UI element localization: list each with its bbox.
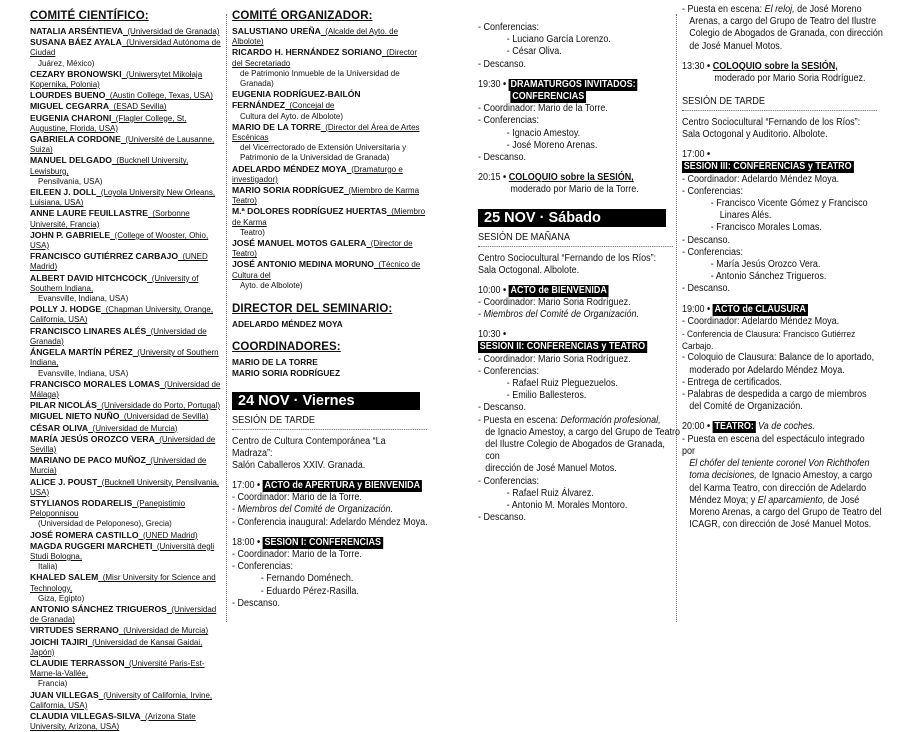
member-affiliation-cont: Juárez, México) — [38, 58, 95, 68]
event-title: CONFERENCIAS — [512, 91, 585, 103]
member-affiliation: _(University of Southern Indiana, — [30, 348, 219, 368]
committee-member — [30, 711, 222, 732]
member-affiliation: _(University of California, Irvine, California, USA) — [30, 690, 213, 710]
program-text: - Puesta en escena: — [682, 4, 765, 15]
member-name: CLAUDIA VILLEGAS-SILVA — [30, 711, 141, 721]
member-affiliation: _(Misr University for Science and Technology, — [30, 573, 216, 593]
speaker-line: - Luciano García Lorenzo. — [506, 34, 611, 46]
member-affiliation: _(Austin College, Texas, USA) — [105, 91, 213, 101]
committee-member — [30, 273, 222, 305]
committee-member — [232, 238, 428, 259]
member-affiliation: _(Director del Área de Artes Escénicas — [232, 122, 420, 143]
member-name: JOHN P. GABRIELE — [30, 229, 111, 240]
member-name: VIRTUDES SERRANO — [30, 625, 119, 636]
program-line: - Descanso. — [478, 152, 527, 164]
play-title: El reloj, — [764, 4, 795, 15]
member-name: RICARDO H. HERNÁNDEZ SORIANO — [232, 47, 382, 58]
member-affiliation-cont: Evansville, Indiana, USA) — [38, 294, 129, 304]
member-name: JOSÉ ANTONIO MEDINA MORUNO — [232, 259, 374, 270]
venue-line: Sala Octogonal. Albolote. — [478, 264, 580, 276]
comite-organizador-list — [232, 26, 428, 291]
venue — [682, 117, 878, 141]
member-affiliation: _(Dramaturgo e investigador) — [232, 164, 403, 184]
member-name: KHALED SALEM — [30, 572, 99, 583]
member-affiliation: _(Universidad de Murcia) — [118, 626, 209, 636]
speaker-line: - Francisco Morales Lomas. — [710, 222, 822, 234]
member-name: ALBERT DAVID HITCHCOCK — [30, 272, 148, 283]
committee-member — [232, 185, 428, 206]
column-divider-left — [226, 14, 227, 622]
column-divider-right — [676, 14, 677, 622]
event-time: 17:00 — [682, 149, 705, 161]
program-line: moderado por Mario de la Torre. — [510, 184, 639, 196]
speaker-line: - Antonio Sánchez Trigueros. — [710, 271, 827, 283]
committee-member — [30, 400, 222, 411]
event-title: TEATRO: — [714, 421, 754, 433]
committee-member — [30, 604, 222, 625]
day-banner-24nov: 24 NOV · Viernes — [232, 392, 420, 410]
program-line: - Descanso. — [478, 58, 527, 70]
event-header: 20:15 • COLOQUIO sobre la SESIÓN, — [478, 172, 634, 184]
member-name: M.ª DOLORES RODRÍGUEZ HUERTAS — [232, 206, 387, 217]
session-title: SESIÓN DE TARDE — [682, 93, 877, 111]
member-affiliation: _(Concejal de — [285, 101, 335, 111]
committee-member — [30, 379, 222, 400]
program-line: - Coordinador: Mario Soria Rodríguez. — [478, 353, 631, 365]
member-affiliation: _(Universidad de Sevilla) — [119, 412, 209, 422]
program-line: - Coordinador: Adelardo Méndez Moya. — [682, 315, 840, 327]
speaker-line: - Emilio Ballesteros. — [506, 390, 587, 402]
committee-member — [30, 658, 222, 690]
member-affiliation: _(Universidad de Sevilla) — [30, 434, 216, 454]
program-line: - Coloquio de Clausura: Balance de lo aportado, — [682, 352, 875, 364]
member-affiliation: _(University of Southern Indiana, — [30, 273, 199, 293]
event-time: 13:30 — [682, 60, 705, 72]
member-affiliation: _(Bucknell University, Pensilvania, USA) — [30, 477, 220, 497]
member-affiliation: _(Chapman University, Orange, California, USA) — [30, 305, 214, 325]
event-time: 19:30 — [478, 78, 501, 90]
play-title: toma decisiones, — [689, 470, 757, 482]
committee-member — [30, 304, 222, 325]
member-affiliation-cont: Francia) — [38, 679, 68, 689]
event-header: 17:00 • SESIÓN III: CONFERENCIAS y TEATRO — [682, 149, 852, 173]
member-affiliation: _(Universidad de Murcia) — [30, 456, 207, 476]
play-title: Deformación profesional, — [560, 414, 661, 426]
member-name: ALICE J. POUST — [30, 476, 98, 487]
member-name: ANNE LAURE FEUILLASTRE — [30, 208, 148, 219]
venue-line: Centro de Cultura Contemporánea “La Madraza”: — [232, 435, 386, 459]
program-line: Arenas, a cargo del Grupo de Teatro del Ilustre — [689, 16, 877, 28]
committee-member — [30, 690, 222, 711]
speaker-line: Linares Alés. — [719, 210, 772, 222]
event-header: 13:30 • COLOQUIO sobre la SESIÓN, — [682, 60, 838, 72]
program-line: moderado por Mario Soria Rodríguez. — [714, 73, 866, 85]
member-name: ANTONIO SÁNCHEZ TRIGUEROS — [30, 603, 167, 614]
program-line: del Comité de Organización. — [689, 401, 803, 413]
member-name: STYLIANOS RODARELIS — [30, 497, 133, 508]
member-affiliation-cont: Pensilvania, USA) — [38, 176, 103, 186]
committee-member — [30, 637, 222, 658]
event-title: SESIÓN II: CONFERENCIAS y TEATRO — [479, 341, 646, 353]
program-text: Méndez Moya; y — [689, 494, 758, 506]
member-name: EUGENIA CHARONI — [30, 112, 112, 123]
speaker-line: - César Oliva. — [506, 46, 562, 58]
member-name: ÁNGELA MARTÍN PÉREZ — [30, 347, 133, 358]
member-affiliation: _(Universidad de Málaga) — [30, 379, 221, 399]
event-header: 10:30 • SESIÓN II: CONFERENCIAS y TEATRO — [478, 329, 646, 353]
member-affiliation: _(College of Wooster, Ohio, USA) — [30, 230, 209, 251]
committee-member — [30, 477, 222, 498]
committee-member — [232, 122, 428, 164]
member-affiliation: _(Sorbonne Université, Francia) — [30, 209, 190, 229]
program-line: - Conferencias: — [682, 185, 744, 197]
speaker-line: - Fernando Doménech. — [260, 573, 354, 585]
event-time: 17:00 — [232, 479, 255, 491]
event-time: 10:30 — [478, 329, 501, 341]
committee-member — [232, 89, 428, 122]
member-name: GABRIELA CORDONE — [30, 134, 121, 145]
member-name: JOICHI TAJIRI — [30, 636, 88, 647]
director-name: ADELARDO MÉNDEZ MOYA — [232, 319, 343, 330]
committee-member — [30, 625, 222, 636]
program-line: - Descanso. — [682, 283, 731, 295]
event-title: ACTO de CLAUSURA — [714, 303, 806, 315]
member-affiliation: _(Miembro de Karma Teatro) — [232, 186, 420, 206]
venue-line: Sala Octogonal y Auditorio. Albolote. — [682, 129, 828, 141]
member-affiliation-cont: Ayto. de Albolote) — [240, 280, 303, 290]
program-line: - Puesta en escena del espectáculo integrado por — [682, 433, 865, 457]
committee-member — [30, 347, 222, 379]
member-affiliation: _(Panepistimio Peloponnisou — [30, 498, 186, 519]
program-line: de José Manuel Motos. — [689, 40, 783, 52]
coordinator-name: MARIO DE LA TORRE — [232, 357, 318, 368]
member-name: CLAUDIE TERRASSON — [30, 657, 125, 668]
play-title: El aparcamiento, — [757, 494, 826, 506]
event-header: 20:00 • TEATRO: Va de coches. — [682, 421, 815, 433]
committee-member — [30, 498, 222, 530]
program-line: - Conferencias: — [478, 475, 540, 487]
member-name: CÉSAR OLIVA — [30, 422, 89, 433]
member-affiliation: _(Universidad Autónoma de Ciudad — [30, 38, 221, 58]
program-text: de Ignacio Amestoy, a cargo — [756, 470, 873, 482]
member-name: EILEEN J. DOLL — [30, 187, 97, 198]
committee-member — [30, 251, 222, 272]
committee-member — [30, 434, 222, 455]
committee-member — [30, 230, 222, 251]
program-line — [682, 495, 885, 507]
program-line: - Descanso. — [478, 512, 527, 524]
session-title: SESIÓN DE TARDE — [232, 412, 427, 430]
committee-member — [232, 26, 428, 47]
event-header: 19:30 • DRAMATURGOS INVITADOS: — [478, 78, 636, 90]
member-affiliation-cont: Italia) — [38, 562, 58, 572]
member-name: MIGUEL CEGARRA — [30, 101, 110, 112]
event-title: SESIÓN I: CONFERENCIAS — [264, 536, 382, 548]
committee-member — [30, 208, 222, 229]
committee-member — [30, 134, 222, 155]
play-title: Va de coches. — [758, 421, 815, 433]
member-name: FRANCISCO GUTIÉRREZ CARBAJO — [30, 251, 179, 262]
committee-member — [30, 155, 222, 187]
program-line: ICAGR, con dirección de José Manuel Motos. — [689, 519, 872, 531]
program-line: - Conferencia inaugural: Adelardo Méndez Moya. — [232, 516, 428, 528]
member-name: FRANCISCO MORALES LOMAS — [30, 378, 160, 389]
member-name: POLLY J. HODGE — [30, 304, 102, 315]
committee-member — [30, 113, 222, 134]
speaker-line: - José Moreno Arenas. — [506, 139, 598, 151]
program-line: - Descanso. — [232, 597, 281, 609]
program-line: - Miembros del Comité de Organización. — [478, 309, 640, 321]
venue — [232, 436, 428, 472]
committee-member — [30, 411, 222, 422]
column-program-2 — [682, 4, 883, 531]
heading-coordinadores: COORDINADORES: — [232, 341, 341, 354]
member-affiliation-cont: Cultura del Ayto. de Albolote) — [240, 111, 344, 121]
program-line: - Palabras de despedida a cargo de miembros — [682, 389, 867, 401]
session-title: SESIÓN DE MAÑANA — [478, 229, 673, 247]
day-banner-25nov: 25 NOV · Sábado — [478, 209, 666, 227]
speaker-line: - María Jesús Orozco Vera. — [710, 259, 821, 271]
program-line: - Conferencia de Clausura: Francisco Gutiérrez Carbajo. — [682, 329, 856, 352]
committee-member — [30, 37, 222, 69]
committee-member — [30, 187, 222, 208]
program-line: - Coordinador: Mario Soria Rodríguez. — [478, 296, 631, 308]
event-header: 18:00 • SESIÓN I: CONFERENCIAS — [232, 536, 382, 548]
program-line: - Coordinador: Mario de la Torre. — [478, 103, 608, 115]
speaker-line: - Eduardo Pérez-Rasilla. — [260, 585, 359, 597]
event-title: ACTO de APERTURA y BIENVENIDA — [264, 479, 421, 491]
event-title: DRAMATURGOS INVITADOS: — [510, 78, 636, 90]
program-line: del Ilustre Colegio de Abogados de Granada, con — [485, 439, 665, 463]
member-affiliation: _(Université Paris-Est-Marne-la-Vallée, — [30, 658, 205, 679]
speaker-line: - Francisco Vicente Gómez y Francisco — [710, 198, 868, 210]
member-name: FRANCISCO LINARES ALÉS — [30, 325, 147, 336]
venue-line: Salón Caballeros XXIV. Granada. — [232, 459, 366, 471]
committee-member — [30, 90, 222, 101]
member-affiliation-cont: Teatro) — [240, 227, 265, 237]
program-line: Colegio de Abogados de Granada, con dirección — [689, 28, 883, 40]
speaker-line: - Rafael Ruiz Álvarez. — [506, 487, 594, 499]
member-affiliation: _(Director del Secretariado — [232, 48, 418, 68]
member-name: SUSANA BÁEZ AYALA — [30, 37, 122, 48]
committee-member — [30, 572, 222, 604]
program-line: - Conferencias: — [232, 561, 294, 573]
member-affiliation: _(UNED Madrid) — [138, 530, 198, 540]
member-name: ADELARDO MÉNDEZ MOYA — [232, 163, 347, 174]
comite-cientifico-list — [30, 26, 222, 732]
member-name: MARIO DE LA TORRE — [232, 121, 321, 132]
program-text: - Puesta en escena: — [478, 414, 561, 426]
program-line: - Descanso. — [478, 402, 527, 414]
heading-comite-cientifico: COMITÉ CIENTÍFICO: — [30, 10, 149, 22]
member-affiliation: _(ESAD Sevilla) — [109, 102, 167, 112]
play-title: El chófer del teniente coronel Von Richthofen — [689, 458, 870, 470]
coordinator-name: MARIO SORIA RODRÍGUEZ — [232, 367, 341, 378]
member-name: SALUSTIANO UREÑA — [232, 26, 321, 36]
program-line: - Entrega de certificados. — [682, 376, 783, 388]
heading-director: DIRECTOR DEL SEMINARIO: — [232, 303, 393, 316]
event-title: COLOQUIO sobre la SESIÓN, — [712, 60, 838, 72]
member-name: MARÍA JESÚS OROZCO VERA — [30, 433, 155, 444]
program-line — [682, 470, 885, 482]
program-line: de Ignacio Amestoy, a cargo del Grupo de Teatro — [485, 426, 680, 438]
member-affiliation-cont: Evansville, Indiana, USA) — [38, 368, 129, 378]
venue-line: Centro Sociocultural “Fernando de los Ríos”: — [478, 252, 657, 264]
program-line — [682, 4, 878, 16]
committee-member — [30, 423, 222, 434]
member-affiliation: _(Universidad de Granada) — [122, 27, 220, 36]
speaker-line: - Ignacio Amestoy. — [506, 127, 581, 139]
program-line: moderado por Adelardo Méndez Moya. — [689, 364, 845, 376]
member-name: LOURDES BUENO — [30, 90, 106, 101]
program-line: - Conferencias: — [682, 246, 744, 258]
member-affiliation-cont: (Universidad de Peloponeso), Grecia) — [38, 519, 172, 529]
member-affiliation: _(Director de Teatro) — [232, 239, 413, 259]
event-title-cont — [478, 91, 706, 103]
event-header: 10:00 • ACTO de BIENVENIDA — [478, 284, 607, 296]
member-name: MIGUEL NIETO NUÑO — [30, 411, 120, 422]
event-title: ACTO de BIENVENIDA — [510, 284, 607, 296]
heading-comite-organizador: COMITÉ ORGANIZADOR: — [232, 10, 373, 22]
member-affiliation: _(Técnico de Cultura del — [232, 260, 421, 280]
event-time: 20:00 — [682, 421, 705, 433]
member-affiliation: _(Università degli Studi Bologna, — [30, 541, 215, 561]
member-name: JOSÉ MANUEL MOTOS GALERA — [232, 238, 367, 249]
member-affiliation: _(Universidad de Granada) — [30, 326, 207, 346]
program-text: de José — [825, 494, 860, 506]
member-name: CEZARY BRONOWSKI — [30, 68, 122, 79]
column-organizacion — [232, 8, 428, 610]
member-affiliation: _(Universidad de Granada) — [30, 604, 217, 625]
event-header: 19:00 • ACTO de CLAUSURA — [682, 303, 806, 315]
event-title: COLOQUIO sobre la SESIÓN, — [508, 172, 634, 184]
committee-member — [30, 101, 222, 112]
program-line: - Miembros del Comité de Organización. — [232, 504, 394, 516]
program-line: - Conferencias: — [478, 365, 540, 377]
member-affiliation: _(Miembro de Karma — [232, 207, 426, 227]
member-name: MARIANO DE PACO MUÑOZ — [30, 455, 146, 466]
event-time: 20:15 — [478, 172, 501, 184]
speaker-line: - Rafael Ruiz Pleguezuelos. — [506, 378, 618, 390]
program-line: del Karma Teatro, con dirección de Adelardo — [689, 482, 867, 494]
committee-member — [30, 26, 222, 37]
committee-member — [30, 455, 222, 476]
member-name: MAGDA RUGGERI MARCHETI — [30, 540, 153, 551]
program-line — [478, 415, 674, 427]
member-affiliation-cont: del Vicerrectorado de Extensión Universitaria y Patrimonio de la Universidad de Granada) — [240, 143, 407, 163]
member-name: PILAR NICOLÁS — [30, 400, 97, 411]
member-affiliation: _(Arizona State University, Arizona, USA) — [30, 712, 196, 732]
program-line: - Coordinador: Mario de la Torre. — [232, 548, 362, 560]
event-time: 19:00 — [682, 303, 705, 315]
column-program-1 — [478, 8, 680, 525]
member-affiliation: _(Bucknell University, Lewisburg, — [30, 156, 189, 176]
member-name: NATALIA ARSÉNTIEVA — [30, 26, 123, 36]
member-affiliation: _(Universidad de Murcia) — [88, 423, 178, 433]
program-line: - Conferencias: — [478, 22, 540, 33]
committee-member — [232, 206, 428, 238]
member-affiliation: _(Universidad de Kansai Gaidai, Japón) — [30, 637, 203, 657]
program-line: Moreno Arenas, a cargo del Grupo de Teatro del — [689, 506, 882, 518]
member-name: MANUEL DELGADO — [30, 155, 112, 166]
program-text: de José Moreno — [794, 4, 862, 15]
committee-member — [30, 530, 222, 541]
committee-member — [232, 47, 428, 89]
member-name: MARIO SORIA RODRÍGUEZ — [232, 185, 344, 196]
member-affiliation: _(Alcalde del Ayto. de Albolote) — [232, 27, 399, 47]
venue — [478, 253, 674, 277]
committee-member — [30, 326, 222, 347]
column-comite-cientifico — [30, 8, 222, 732]
member-affiliation: _(Flagler College, St, Augustine, Florida, USA) — [30, 113, 187, 133]
member-affiliation: _(Uniwersytet Mikołaja Kopernika, Polonia) — [30, 69, 203, 90]
committee-member — [232, 259, 428, 291]
member-name: EUGENIA RODRÍGUEZ-BAILÓN FERNÁNDEZ — [232, 89, 361, 111]
member-affiliation: _(UNED Madrid) — [30, 252, 208, 272]
event-time: 10:00 — [478, 284, 501, 296]
member-affiliation-cont: Giza, Egipto) — [38, 593, 85, 603]
program-line: - Coordinador: Mario de la Torre. — [232, 492, 362, 504]
committee-member — [30, 69, 222, 90]
program-line: - Conferencias: — [478, 115, 540, 127]
event-title: SESIÓN III: CONFERENCIAS y TEATRO — [683, 161, 852, 173]
program-line: dirección de José Manuel Motos. — [485, 463, 617, 475]
venue-line: Centro Sociocultural “Fernando de los Ríos”: — [682, 117, 861, 129]
member-name: JOSÉ ROMERA CASTILLO — [30, 529, 139, 540]
event-time: 18:00 — [232, 536, 255, 548]
committee-member — [232, 164, 428, 185]
program-line: - Descanso. — [682, 234, 731, 246]
member-affiliation: _(Université de Lausanne, Suiza) — [30, 135, 215, 155]
member-affiliation: _(Universidade do Porto, Portugal) — [96, 401, 221, 411]
member-affiliation-cont: de Patrimonio Inmueble de la Universidad de Granada) — [240, 68, 400, 89]
member-affiliation: _(Loyola University New Orleans, Luisiana, USA) — [30, 188, 216, 208]
program-line: - Coordinador: Adelardo Méndez Moya. — [682, 173, 840, 185]
member-name: JUAN VILLEGAS — [30, 689, 99, 700]
speaker-line: - Antonio M. Morales Montoro. — [506, 500, 628, 512]
committee-member — [30, 541, 222, 573]
event-header: 17:00 • ACTO de APERTURA y BIENVENIDA — [232, 479, 421, 491]
